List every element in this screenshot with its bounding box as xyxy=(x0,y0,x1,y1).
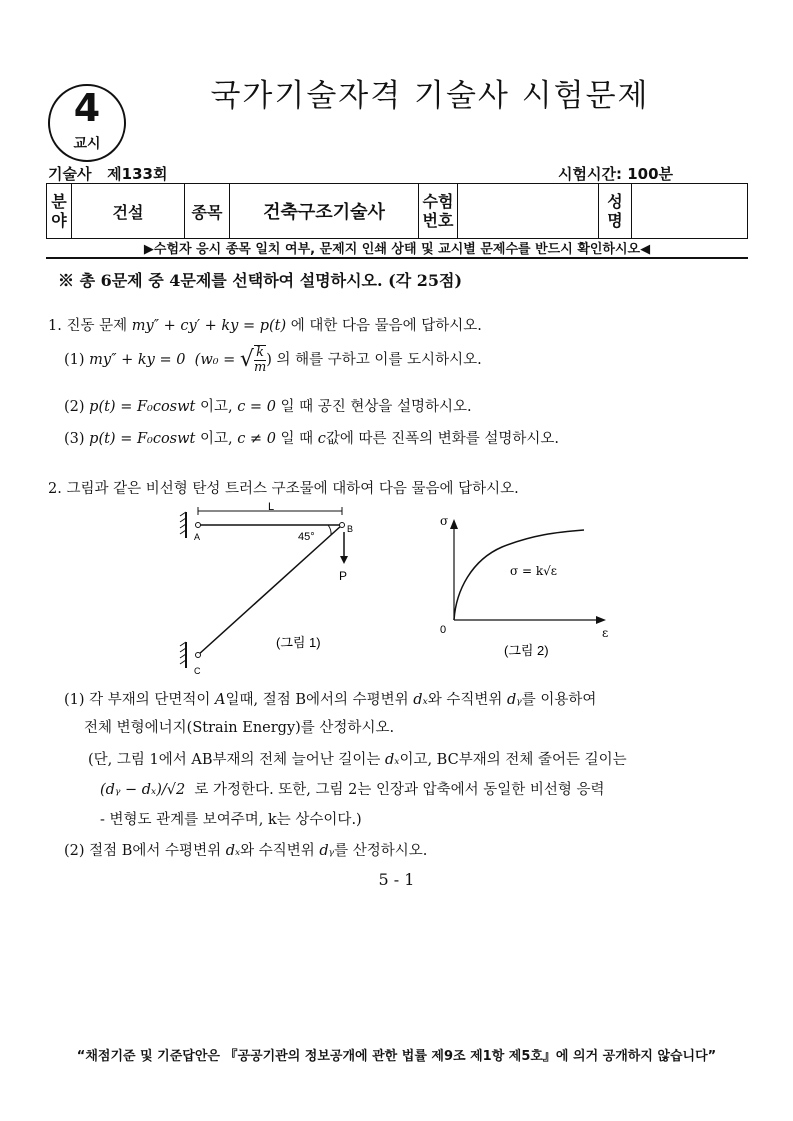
q1-sub1-eq: my″ + ky = 0 xyxy=(89,352,186,368)
exam-number-field[interactable] xyxy=(458,184,599,239)
label-a: A xyxy=(194,532,201,542)
q1-stem xyxy=(48,314,482,335)
q2-stem: 2. 그림과 같은 비선형 탄성 트러스 구조물에 대하여 다음 물음에 답하시오. xyxy=(48,481,519,497)
label-c: C xyxy=(194,666,201,676)
figure-1-caption: (그림 1) xyxy=(276,635,321,650)
support-a-icon xyxy=(180,512,186,538)
q2-sub1-line1 xyxy=(64,688,596,709)
q2-dy-2: dᵧ xyxy=(319,843,335,859)
name-label xyxy=(599,184,632,239)
figure-2-caption: (그림 2) xyxy=(504,643,549,658)
sqrt-sign: √ xyxy=(239,347,254,372)
divider xyxy=(46,257,748,259)
q2-sub1-line3 xyxy=(88,748,627,769)
q2-sub1-line2: 전체 변형에너지(Strain Energy)를 산정하시오. xyxy=(84,720,395,736)
q2-sub1-line3-a: (단, 그림 1에서 AB부재의 전체 늘어난 길이는 xyxy=(88,752,385,768)
q2-sub2-a: (2) 절점 B에서 수평변위 xyxy=(64,843,226,859)
q1-sub3 xyxy=(64,427,559,448)
name-label-2: 명 xyxy=(607,211,623,230)
exam-number-label xyxy=(419,184,458,239)
q2-sub1-a: (1) 각 부재의 단면적이 xyxy=(64,692,216,708)
node-b xyxy=(340,523,345,528)
frac-denominator: m xyxy=(253,360,267,375)
notice-text: ▶수험자 응시 종목 일치 여부, 문제지 인쇄 상태 및 교시별 문제수를 반드시 확인하시오◀ xyxy=(143,242,651,257)
field-value: 건설 xyxy=(72,184,185,239)
support-c-icon xyxy=(180,642,186,668)
q1-sub2-pre: (2) xyxy=(64,399,90,415)
label-sigma: σ xyxy=(440,514,449,528)
q2-sub1-area: A xyxy=(215,692,226,708)
page-title: 국가기술자격 기술사 시험문제 xyxy=(210,78,650,114)
q1-sub2 xyxy=(64,395,472,416)
name-label-1: 성 xyxy=(607,192,623,211)
category-label: 종목 xyxy=(185,184,230,239)
figure-2-stress-strain xyxy=(432,505,622,665)
q1-sub1 xyxy=(64,343,482,377)
q1-sub1-w: (w₀ = xyxy=(194,352,236,368)
q2-sub1-line5: - 변형도 관계를 보여주며, k는 상수이다.) xyxy=(100,812,362,828)
q2-sub1-line4-b: 로 가정한다. 또한, 그림 2는 인장과 압축에서 동일한 비선형 응력 xyxy=(185,782,605,798)
label-angle: 45° xyxy=(298,531,315,543)
q2-dy: dᵧ xyxy=(507,692,522,708)
figure-1-truss xyxy=(176,502,366,680)
q2-sub2-b: 와 수직변위 xyxy=(240,843,320,859)
label-l: L xyxy=(268,502,275,513)
q2-sub1-b: 일때, 절점 B에서의 수평변위 xyxy=(225,692,414,708)
q1-sub1-pre: (1) xyxy=(64,352,90,368)
q2-dx-2: dₓ xyxy=(385,752,400,768)
q2-dx: dₓ xyxy=(413,692,428,708)
q1-sub3-eq: p(t) = F₀coswt xyxy=(89,431,196,447)
node-a xyxy=(196,523,201,528)
q1-sub1-post: 의 해를 구하고 이를 도시하시오. xyxy=(271,352,482,368)
q2-sub1-line4 xyxy=(100,778,605,799)
page-number: 5 - 1 xyxy=(378,870,415,889)
q1-sub2-eq: p(t) = F₀coswt xyxy=(89,399,196,415)
q2-sub2 xyxy=(64,839,427,860)
instruction-text: ※ 총 6문제 중 4문제를 선택하여 설명하시오. (각 25점) xyxy=(58,271,463,290)
q2-sub1-d: 를 이용하여 xyxy=(521,692,597,708)
footer-notice: “채점기준 및 기준답안은 『공공기관의 정보공개에 관한 법률 제9조 제1항 제5호』에 의거 공개하지 않습니다” xyxy=(76,1049,717,1064)
label-b: B xyxy=(347,524,354,534)
field-label-2: 야 xyxy=(51,211,67,230)
q2-sub1-c: 와 수직변위 xyxy=(427,692,507,708)
field-label xyxy=(47,184,72,239)
q1-sub2-c: c = 0 xyxy=(237,399,276,415)
exam-info-table xyxy=(46,183,748,239)
angle-arc xyxy=(328,525,331,535)
q1-sub3-c: c ≠ 0 xyxy=(237,431,276,447)
q2-dx-3: dₓ xyxy=(225,843,241,859)
exam-number-label-1: 수험 xyxy=(422,192,454,211)
exam-time: 시험시간: 100분 xyxy=(558,165,673,183)
label-load: P xyxy=(339,569,348,583)
q1-sub3-pre: (3) xyxy=(64,431,90,447)
category-value: 건축구조기술사 xyxy=(230,184,419,239)
q1-stem-post: 에 대한 다음 물음에 답하시오. xyxy=(286,318,482,334)
curve-label: σ = k√ε xyxy=(510,564,558,578)
q1-sub3-post2: 값에 따른 진폭의 변화를 설명하시오. xyxy=(325,431,560,447)
q2-bc-shortening-eq: (dᵧ − dₓ)/√2 xyxy=(100,782,186,798)
exam-round: 기술사 제133회 xyxy=(48,165,168,183)
period-label: 교시 xyxy=(73,136,101,152)
name-field[interactable] xyxy=(632,184,748,239)
node-c xyxy=(196,653,201,658)
exam-number-label-2: 번호 xyxy=(422,211,454,230)
field-label-1: 분 xyxy=(51,192,67,211)
q1-sub1-fraction xyxy=(254,345,266,375)
q1-sub3-mid: 이고, xyxy=(195,431,238,447)
q1-sub2-post: 일 때 공진 현상을 설명하시오. xyxy=(275,399,472,415)
q1-sub3-c2: c xyxy=(317,431,326,447)
q2-sub1-line3-b: 이고, BC부재의 전체 줄어든 길이는 xyxy=(399,752,627,768)
q1-sub2-mid: 이고, xyxy=(195,399,238,415)
period-number: 4 xyxy=(73,86,101,130)
q1-sub1-w-post: ) xyxy=(266,352,272,368)
q1-stem-pre: 1. 진동 문제 xyxy=(48,318,132,334)
label-epsilon: ε xyxy=(602,626,609,640)
q2-sub2-c: 를 산정하시오. xyxy=(334,843,428,859)
q1-equation: my″ + cy′ + ky = p(t) xyxy=(131,318,287,334)
label-origin: 0 xyxy=(440,624,447,636)
frac-numerator: k xyxy=(254,346,266,361)
q1-sub3-post1: 일 때 xyxy=(275,431,318,447)
